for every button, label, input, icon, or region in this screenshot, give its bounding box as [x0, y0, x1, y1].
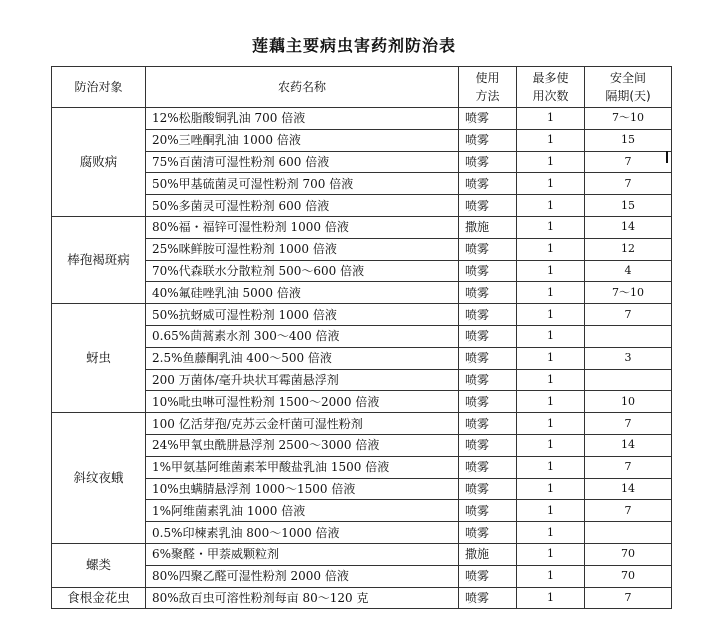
times-cell: 1	[517, 522, 585, 544]
table-body	[52, 108, 672, 609]
interval-cell: 14	[585, 434, 672, 456]
target-cell: 腐败病	[52, 108, 146, 217]
interval-cell: 7	[585, 304, 672, 326]
interval-cell	[585, 325, 672, 347]
times-cell: 1	[517, 434, 585, 456]
times-cell: 1	[517, 129, 585, 151]
times-cell: 1	[517, 304, 585, 326]
pesticide-cell: 6%聚醛・甲萘威颗粒剂	[146, 543, 459, 565]
interval-cell	[585, 522, 672, 544]
interval-cell: 14	[585, 216, 672, 238]
interval-cell: 10	[585, 391, 672, 413]
times-cell: 1	[517, 347, 585, 369]
interval-cell: 70	[585, 565, 672, 587]
method-cell: 喷雾	[459, 238, 517, 260]
interval-cell	[585, 369, 672, 391]
method-cell: 喷雾	[459, 587, 517, 609]
target-cell: 斜纹夜蛾	[52, 413, 146, 544]
pesticide-cell: 24%甲氧虫酰肼悬浮剂 2500～3000 倍液	[146, 434, 459, 456]
interval-cell: 7	[585, 456, 672, 478]
times-cell: 1	[517, 195, 585, 217]
pesticide-cell: 200 万菌体/毫升块状耳霉菌悬浮剂	[146, 369, 459, 391]
header-times: 最多使 用次数	[517, 67, 585, 108]
pesticide-cell: 2.5%鱼藤酮乳油 400～500 倍液	[146, 347, 459, 369]
pesticide-cell: 70%代森联水分散粒剂 500～600 倍液	[146, 260, 459, 282]
pesticide-cell: 40%氟硅唑乳油 5000 倍液	[146, 282, 459, 304]
method-cell: 喷雾	[459, 565, 517, 587]
method-cell: 喷雾	[459, 478, 517, 500]
table-row	[52, 543, 672, 565]
method-cell: 喷雾	[459, 456, 517, 478]
target-cell: 蚜虫	[52, 304, 146, 413]
interval-cell: 15	[585, 195, 672, 217]
interval-cell: 4	[585, 260, 672, 282]
method-cell: 喷雾	[459, 129, 517, 151]
method-cell: 喷雾	[459, 282, 517, 304]
pesticide-cell: 12%松脂酸铜乳油 700 倍液	[146, 108, 459, 130]
method-cell: 喷雾	[459, 108, 517, 130]
times-cell: 1	[517, 238, 585, 260]
header-interval: 安全间 隔期(天)	[585, 67, 672, 108]
pesticide-cell: 1%阿维菌素乳油 1000 倍液	[146, 500, 459, 522]
pesticide-cell: 1%甲氨基阿维菌素苯甲酸盐乳油 1500 倍液	[146, 456, 459, 478]
times-cell: 1	[517, 108, 585, 130]
times-cell: 1	[517, 260, 585, 282]
method-cell: 喷雾	[459, 347, 517, 369]
times-cell: 1	[517, 369, 585, 391]
times-cell: 1	[517, 325, 585, 347]
times-cell: 1	[517, 478, 585, 500]
pesticide-table	[51, 66, 672, 609]
method-cell: 撒施	[459, 543, 517, 565]
method-cell: 喷雾	[459, 369, 517, 391]
method-cell: 喷雾	[459, 522, 517, 544]
method-cell: 喷雾	[459, 195, 517, 217]
pesticide-cell: 0.5%印楝素乳油 800～1000 倍液	[146, 522, 459, 544]
table-row	[52, 413, 672, 435]
times-cell: 1	[517, 216, 585, 238]
method-cell: 撒施	[459, 216, 517, 238]
interval-cell: 70	[585, 543, 672, 565]
method-cell: 喷雾	[459, 151, 517, 173]
pesticide-cell: 10%吡虫啉可湿性粉剂 1500～2000 倍液	[146, 391, 459, 413]
method-cell: 喷雾	[459, 413, 517, 435]
interval-cell: 7～10	[585, 282, 672, 304]
header-method: 使用 方法	[459, 67, 517, 108]
interval-cell: 7	[585, 500, 672, 522]
times-cell: 1	[517, 456, 585, 478]
table-row	[52, 304, 672, 326]
target-cell: 食根金花虫	[52, 587, 146, 609]
table-row	[52, 587, 672, 609]
interval-cell: 7	[585, 413, 672, 435]
pesticide-cell: 0.65%茴蒿素水剂 300～400 倍液	[146, 325, 459, 347]
target-cell: 棒孢褐斑病	[52, 216, 146, 303]
pesticide-cell: 80%福・福锌可湿性粉剂 1000 倍液	[146, 216, 459, 238]
interval-cell: 15	[585, 129, 672, 151]
cursor-marker	[666, 151, 668, 163]
pesticide-cell: 100 亿活芽孢/克苏云金杆菌可湿性粉剂	[146, 413, 459, 435]
times-cell: 1	[517, 391, 585, 413]
times-cell: 1	[517, 587, 585, 609]
interval-cell: 3	[585, 347, 672, 369]
pesticide-cell: 25%咪鲜胺可湿性粉剂 1000 倍液	[146, 238, 459, 260]
page-title: 莲藕主要病虫害药剂防治表	[251, 36, 456, 55]
pesticide-cell: 80%敌百虫可溶性粉剂每亩 80～120 克	[146, 587, 459, 609]
pesticide-cell: 80%四聚乙醛可湿性粉剂 2000 倍液	[146, 565, 459, 587]
pesticide-cell: 10%虫螨腈悬浮剂 1000～1500 倍液	[146, 478, 459, 500]
pesticide-cell: 75%百菌清可湿性粉剂 600 倍液	[146, 151, 459, 173]
pesticide-cell: 20%三唑酮乳油 1000 倍液	[146, 129, 459, 151]
method-cell: 喷雾	[459, 173, 517, 195]
header-target: 防治对象	[52, 67, 146, 108]
times-cell: 1	[517, 173, 585, 195]
times-cell: 1	[517, 282, 585, 304]
method-cell: 喷雾	[459, 325, 517, 347]
times-cell: 1	[517, 565, 585, 587]
pesticide-cell: 50%甲基硫菌灵可湿性粉剂 700 倍液	[146, 173, 459, 195]
interval-cell: 7	[585, 173, 672, 195]
interval-cell: 7	[585, 587, 672, 609]
times-cell: 1	[517, 413, 585, 435]
table-row	[52, 216, 672, 238]
target-cell: 螺类	[52, 543, 146, 587]
method-cell: 喷雾	[459, 391, 517, 413]
table-header-row	[52, 67, 672, 108]
times-cell: 1	[517, 500, 585, 522]
method-cell: 喷雾	[459, 304, 517, 326]
method-cell: 喷雾	[459, 500, 517, 522]
interval-cell: 7～10	[585, 108, 672, 130]
method-cell: 喷雾	[459, 260, 517, 282]
interval-cell: 12	[585, 238, 672, 260]
table-row	[52, 108, 672, 130]
times-cell: 1	[517, 151, 585, 173]
header-pesticide: 农药名称	[146, 67, 459, 108]
method-cell: 喷雾	[459, 434, 517, 456]
pesticide-cell: 50%抗蚜威可湿性粉剂 1000 倍液	[146, 304, 459, 326]
pesticide-cell: 50%多菌灵可湿性粉剂 600 倍液	[146, 195, 459, 217]
times-cell: 1	[517, 543, 585, 565]
interval-cell: 14	[585, 478, 672, 500]
interval-cell: 7	[585, 151, 672, 173]
